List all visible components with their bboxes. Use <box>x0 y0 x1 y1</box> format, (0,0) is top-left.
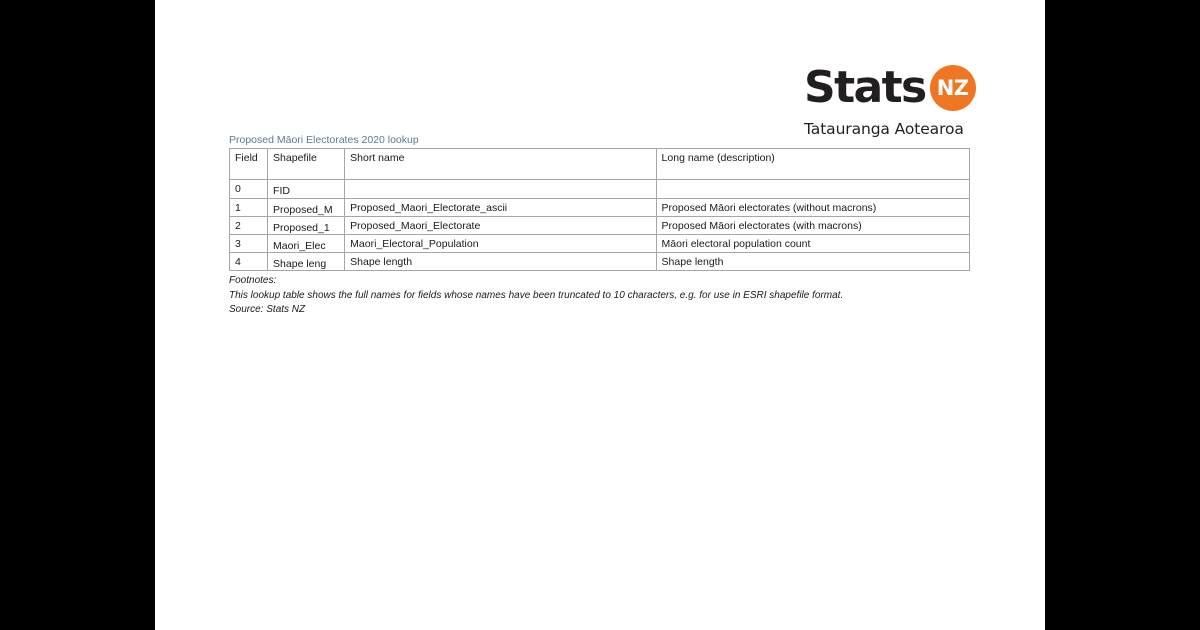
lookup-table <box>229 148 970 271</box>
table-row <box>230 253 970 271</box>
cell-short-name: Proposed_Maori_Electorate_ascii <box>345 199 656 217</box>
footnotes-heading: Footnotes: <box>229 275 277 286</box>
nz-badge-icon <box>930 65 976 111</box>
cell-shapefile: FID <box>268 182 345 201</box>
column-header-field: Field <box>230 149 268 180</box>
cell-field: 4 <box>230 253 268 271</box>
cell-long-name: Shape length <box>656 253 969 271</box>
cell-short-name: Proposed_Maori_Electorate <box>345 217 656 235</box>
cell-shapefile: Shape leng <box>268 255 345 273</box>
letterbox-left <box>0 0 155 630</box>
logo-tagline: Tatauranga Aotearoa <box>804 120 964 138</box>
table-row <box>230 235 970 253</box>
cell-field: 0 <box>230 180 268 199</box>
column-header-short-name: Short name <box>345 149 656 180</box>
cell-field: 1 <box>230 199 268 217</box>
logo-wordmark: Stats <box>804 62 926 113</box>
lookup-table-block <box>229 134 971 318</box>
cell-shapefile: Proposed_M <box>268 201 345 219</box>
logo-main-row <box>804 62 984 114</box>
cell-short-name <box>345 180 656 199</box>
table-title: Proposed Māori Electorates 2020 lookup <box>229 134 419 146</box>
cell-short-name: Shape length <box>345 253 656 271</box>
cell-field: 2 <box>230 217 268 235</box>
footnotes-block <box>229 274 971 318</box>
footnotes-source: Source: Stats NZ <box>229 304 306 315</box>
cell-long-name <box>656 180 969 199</box>
letterbox-right <box>1045 0 1200 630</box>
column-header-long-name: Long name (description) <box>656 149 969 180</box>
table-row <box>230 180 970 199</box>
cell-long-name: Proposed Māori electorates (with macrons) <box>656 217 969 235</box>
cell-long-name: Māori electoral population count <box>656 235 969 253</box>
stats-nz-logo <box>804 62 984 140</box>
table-row <box>230 217 970 235</box>
cell-short-name: Maori_Electoral_Population <box>345 235 656 253</box>
cell-shapefile: Maori_Elec <box>268 237 345 255</box>
table-header-row <box>230 149 970 180</box>
table-row <box>230 199 970 217</box>
cell-field: 3 <box>230 235 268 253</box>
document-page <box>155 0 1045 630</box>
column-header-shapefile: Shapefile <box>268 149 345 180</box>
cell-shapefile: Proposed_1 <box>268 219 345 237</box>
nz-badge-label: NZ <box>936 76 969 100</box>
cell-long-name: Proposed Māori electorates (without macrons) <box>656 199 969 217</box>
footnotes-note: This lookup table shows the full names for fields whose names have been truncated to 10 characters, e.g. for use in ESRI shapefile format. <box>229 289 844 301</box>
